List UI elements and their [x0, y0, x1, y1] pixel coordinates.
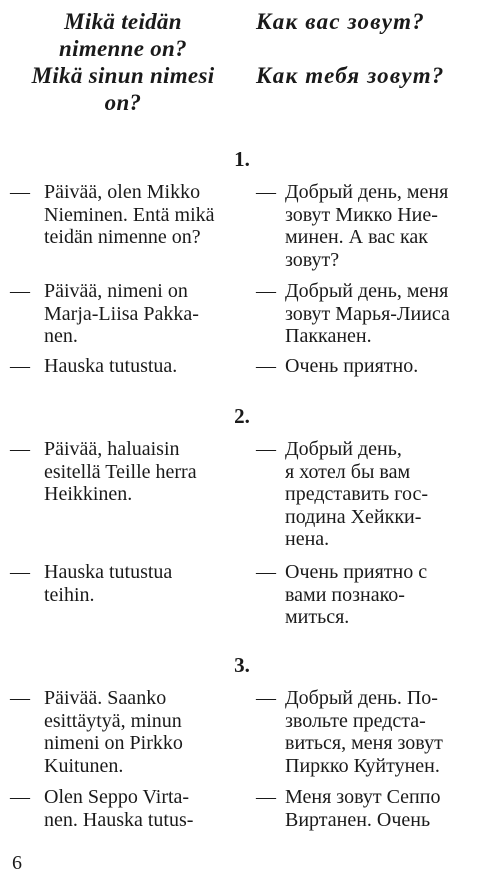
dialogue-line-russian — [285, 786, 480, 831]
text-line: Päivää, nimeni on — [44, 280, 188, 302]
dialogue-line-russian — [285, 355, 480, 378]
text-line: зовут Марья-Лииса — [285, 302, 450, 325]
text-line: виться, меня зовут — [285, 732, 443, 754]
heading-finnish-line: on? — [104, 90, 142, 115]
text-line: Hauska tutustua. — [44, 355, 178, 377]
heading-finnish — [14, 8, 232, 116]
text-line: nen. — [44, 325, 78, 347]
text-line: Пиркко Куйтунен. — [285, 754, 440, 777]
dialogue-dash: — — [10, 786, 30, 808]
text-line: нена. — [285, 528, 330, 550]
text-line: миться. — [285, 606, 350, 628]
text-line: представить гос- — [285, 483, 428, 505]
dialogue-dash: — — [10, 561, 30, 583]
text-line: Добрый день, — [285, 438, 402, 460]
section-number: 3. — [234, 653, 250, 677]
text-line: nimeni on Pirkko — [44, 732, 183, 754]
text-line: Päivää, haluaisin — [44, 438, 180, 460]
dialogue-dash: — — [256, 181, 276, 203]
dialogue-line-finnish — [44, 355, 234, 378]
heading-russian-line: Как вас зовут? — [256, 9, 425, 34]
text-line: teihin. — [44, 583, 95, 606]
heading-russian-line: Как тебя зовут? — [256, 63, 445, 88]
dialogue-dash: — — [256, 561, 276, 583]
section-number: 1. — [234, 147, 250, 171]
section-number: 2. — [234, 404, 250, 428]
text-line: зовут Микко Ние- — [285, 203, 438, 226]
text-line: Очень приятно с — [285, 561, 428, 583]
dialogue-line-finnish — [44, 687, 234, 777]
text-line: Добрый день, меня — [285, 280, 449, 302]
text-line: Добрый день. По- — [285, 687, 438, 709]
text-line: звольте предста- — [285, 709, 426, 732]
heading-finnish-line: Mikä sinun nimesi — [31, 63, 215, 88]
dialogue-dash: — — [256, 786, 276, 808]
text-line: Очень приятно. — [285, 355, 419, 377]
text-line: Меня зовут Сеппо — [285, 786, 441, 808]
text-line: Päivää, olen Mikko — [44, 181, 201, 203]
text-line: esittäytyä, minun — [44, 709, 182, 732]
dialogue-line-russian — [285, 438, 480, 551]
dialogue-line-russian — [285, 561, 480, 629]
text-line: Добрый день, меня — [285, 181, 449, 203]
text-line: Marja-Liisa Pakka- — [44, 302, 199, 325]
dialogue-dash: — — [10, 355, 30, 377]
text-line: Kuitunen. — [44, 754, 124, 777]
page-number: 6 — [12, 852, 22, 874]
text-line: минен. А вас как — [285, 226, 429, 248]
text-line: я хотел бы вам — [285, 460, 411, 483]
dialogue-dash: — — [256, 280, 276, 302]
dialogue-dash: — — [256, 687, 276, 709]
text-line: Пакканен. — [285, 325, 372, 347]
dialogue-line-finnish — [44, 561, 234, 606]
dialogue-line-finnish — [44, 786, 234, 831]
dialogue-line-finnish — [44, 280, 234, 348]
text-line: esitellä Teille herra — [44, 460, 197, 483]
text-line: Nieminen. Entä mikä — [44, 203, 215, 226]
text-line: Hauska tutustua — [44, 561, 173, 583]
text-line: Päivää. Saanko — [44, 687, 167, 709]
dialogue-dash: — — [256, 355, 276, 377]
dialogue-dash: — — [256, 438, 276, 460]
dialogue-line-russian — [285, 181, 480, 271]
heading-finnish-line: Mikä teidän — [64, 9, 182, 34]
heading-russian — [256, 8, 478, 89]
text-line: nen. Hauska tutus- — [44, 808, 194, 831]
heading-russian-line — [256, 35, 478, 62]
heading-finnish-line: nimenne on? — [59, 36, 187, 61]
text-line: подина Хейкки- — [285, 505, 422, 528]
dialogue-line-finnish — [44, 438, 234, 506]
text-line: Heikkinen. — [44, 483, 133, 505]
dialogue-dash: — — [10, 438, 30, 460]
text-line: Olen Seppo Virta- — [44, 786, 190, 808]
dialogue-line-finnish — [44, 181, 234, 249]
text-line: зовут? — [285, 248, 340, 271]
text-line: teidän nimenne on? — [44, 226, 201, 248]
dialogue-line-russian — [285, 687, 480, 777]
text-line: вами познако- — [285, 583, 405, 606]
dialogue-dash: — — [10, 687, 30, 709]
dialogue-line-russian — [285, 280, 480, 348]
text-line: Виртанен. Очень — [285, 808, 431, 831]
dialogue-dash: — — [10, 280, 30, 302]
dialogue-dash: — — [10, 181, 30, 203]
